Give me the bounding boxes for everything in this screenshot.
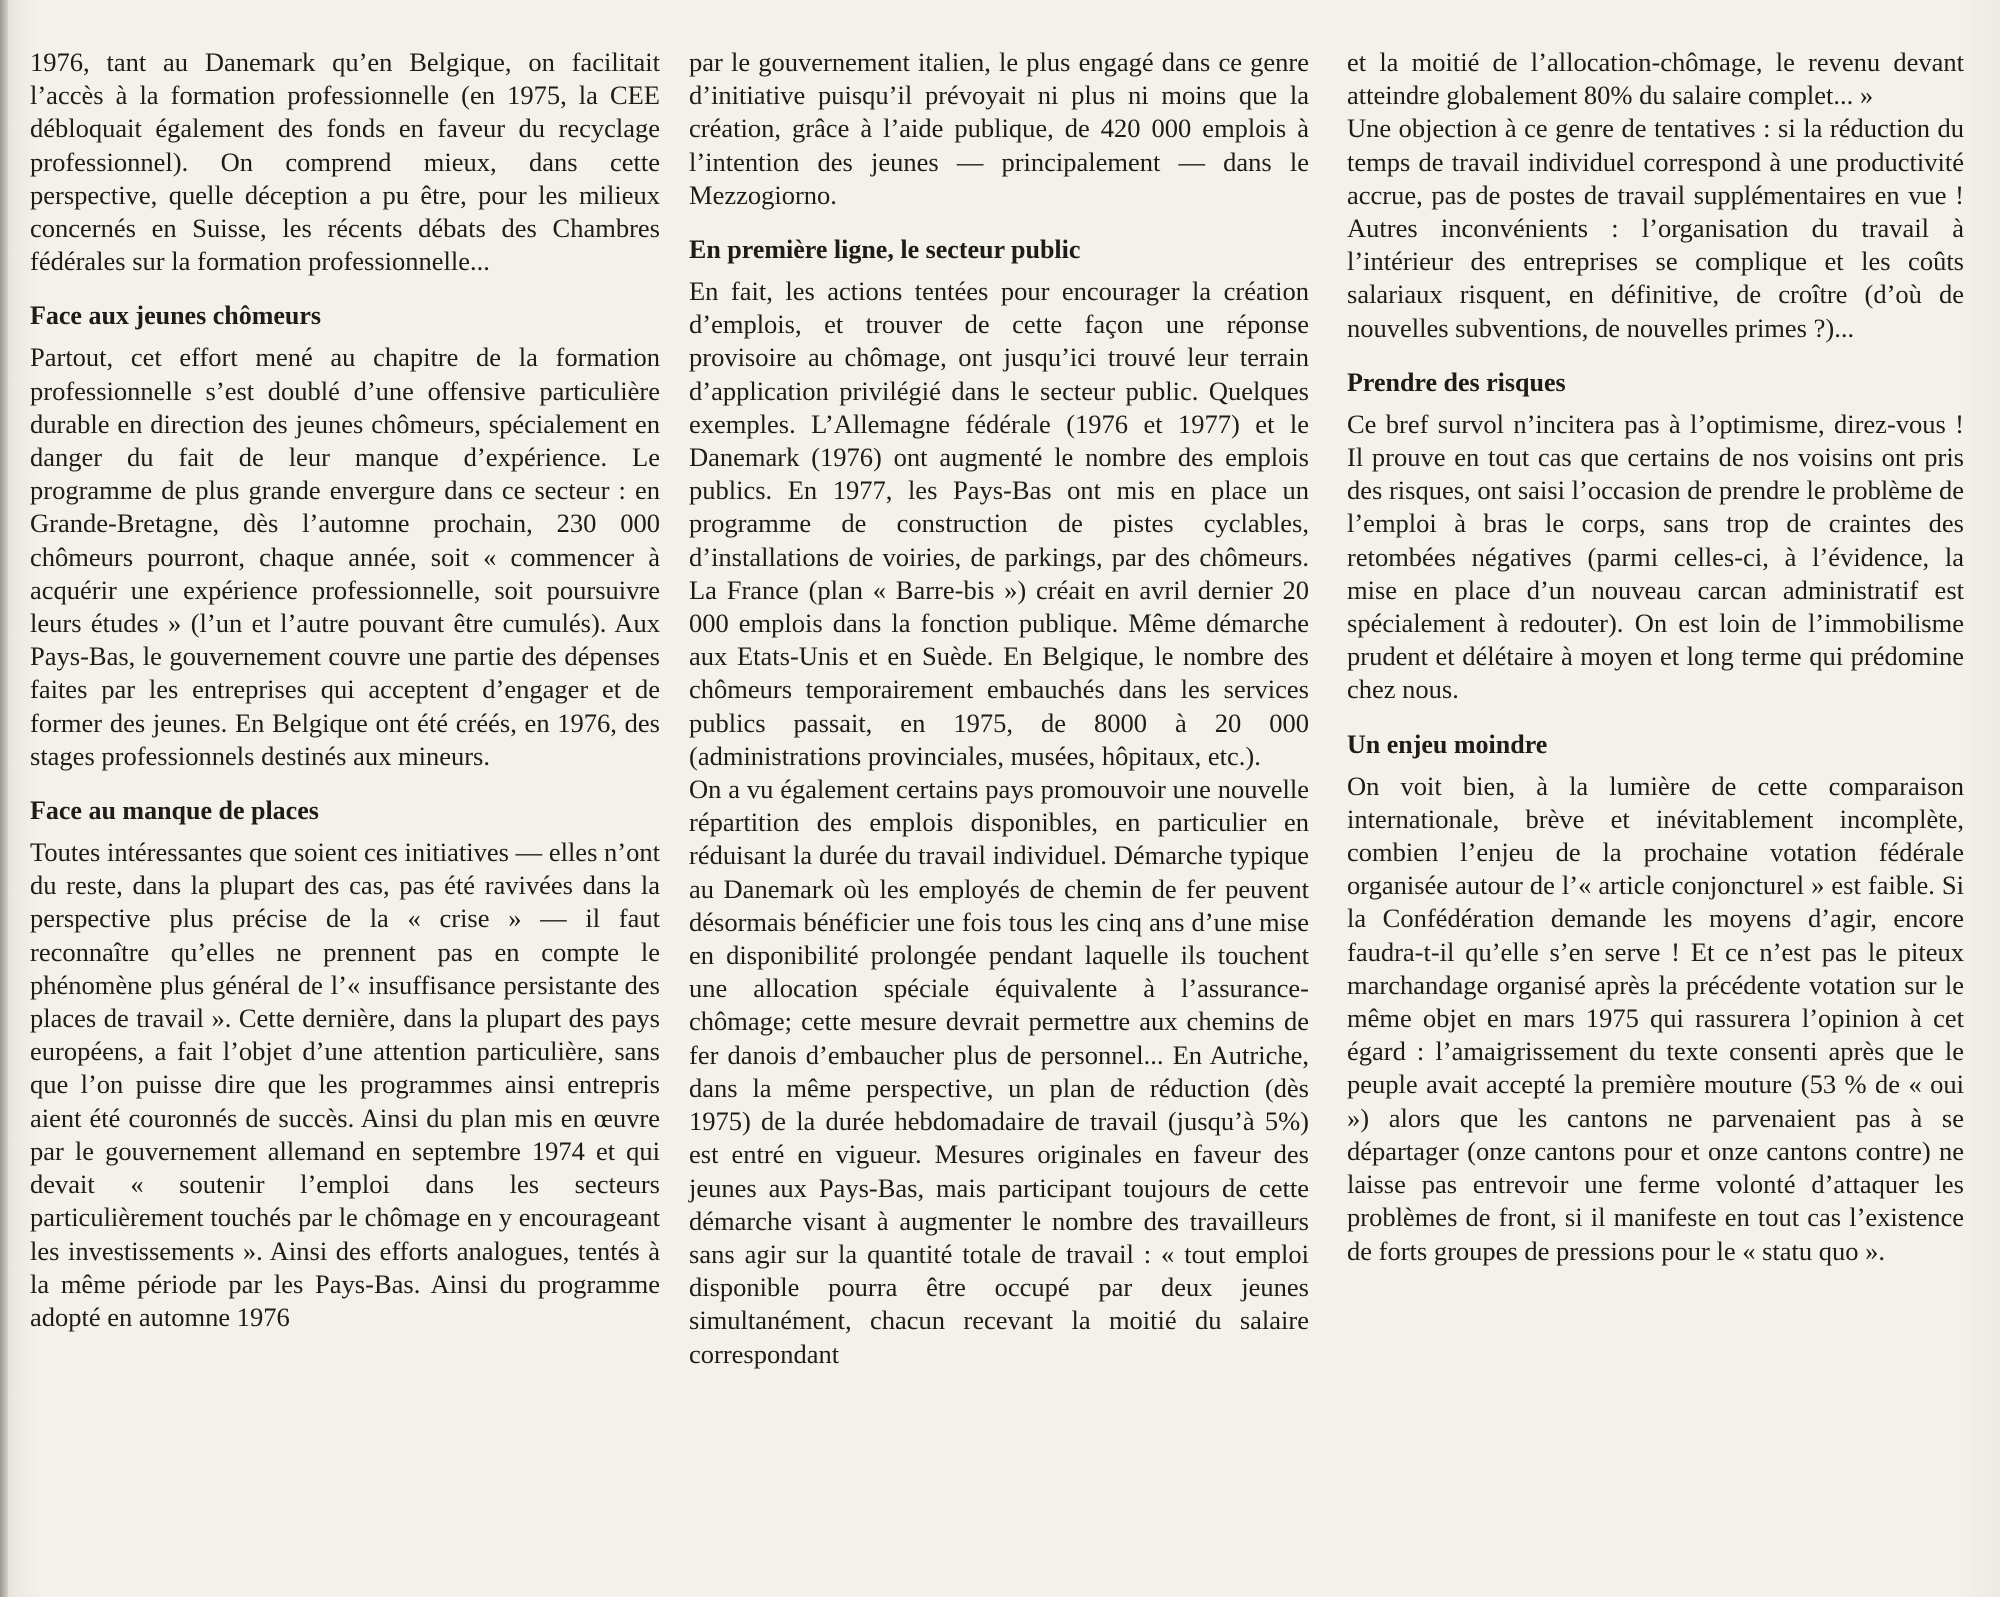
paragraph: par le gouvernement italien, le plus engagé dans ce genre d’initiative puisqu’il prévoyait ni plus ni moins que la création, grâce à l’aide publique, de 420 000 emplois à l’intention des jeunes — principalement — dans le Mezzogiorno. — [689, 47, 1309, 210]
page-binding-shadow — [0, 0, 8, 1597]
section-heading: Un enjeu moindre — [1347, 729, 1548, 759]
section-heading: Face aux jeunes chômeurs — [30, 301, 322, 331]
paragraph: Une objection à ce genre de tentatives : si la réduction du temps de travail individuel correspond à une productivité accrue, pas de postes de travail supplémentaires en vue ! Autres inconvénients : l’organisation du travail à l’intérieur des entreprises se complique et les coûts salariaux risquent, en définitive, de croître (d’où de nouvelles subventions, de nouvelles primes ?)... — [1347, 113, 1964, 343]
paragraph: 1976, tant au Danemark qu’en Belgique, on facilitait l’accès à la formation professionnelle (en 1975, la CEE débloquait également des fonds en faveur du recyclage professionnel). On comprend mieux, dans cette perspective, quelle déception a pu être, pour les milieux concernés en Suisse, les récents débats des Chambres fédérales sur la formation professionnelle... — [30, 47, 660, 277]
article-column-3 — [1347, 46, 1964, 1268]
article-column-1 — [30, 46, 660, 1334]
section-heading: Face au manque de places — [30, 796, 319, 826]
paragraph: Ce bref survol n’incitera pas à l’optimisme, direz-vous ! Il prouve en tout cas que certains de nos voisins ont pris des risques, ont saisi l’occasion de prendre le problème de l’emploi à bras le corps, sans trop de craintes des retombées négatives (parmi celles-ci, à l’évidence, la mise en place d’un nouveau carcan administratif est spécialement à redouter). On est loin de l’immobilisme prudent et délétaire à moyen et long terme qui prédomine chez nous. — [1347, 408, 1964, 705]
paragraph: On a vu également certains pays promouvoir une nouvelle répartition des emplois disponibles, en particulier en réduisant la durée du travail individuel. Démarche typique au Danemark où les employés de chemin de fer peuvent désormais bénéficier une fois tous les cinq ans d’une mise en disponibilité prolongée pendant laquelle ils touchent une allocation spéciale équivalente à l’assurance-chômage; cette mesure devrait permettre aux chemins de fer danois d’embaucher plus de personnel... En Autriche, dans la même perspective, un plan de réduction (dès 1975) de la durée hebdomadaire de travail (jusqu’à 5%) est entré en vigueur. Mesures originales en faveur des jeunes aux Pays-Bas, mais participant toujours de cette démarche visant à augmenter le nombre des travailleurs sans agir sur la quantité totale de travail : « tout emploi disponible pourra être occupé par deux jeunes simultanément, chacun recevant la moitié du salaire correspondant — [689, 774, 1309, 1369]
article-column-2 — [689, 46, 1309, 1371]
paragraph: et la moitié de l’allocation-chômage, le revenu devant atteindre globalement 80% du salaire complet... » — [1347, 47, 1964, 111]
section-heading: Prendre des risques — [1347, 367, 1566, 397]
paragraph: On voit bien, à la lumière de cette comparaison internationale, brève et inévitablement incomplète, combien l’enjeu de la prochaine votation fédérale organisée autour de l’« article conjoncturel » est faible. Si la Confédération demande les moyens d’agir, encore faudra-t-il qu’elle s’en serve ! Et ce n’est pas le piteux marchandage organisé après la précédente votation sur le même objet en mars 1975 qui rassurera l’opinion à cet égard : l’amaigrissement du texte consenti après que le peuple avait accepté la première mouture (53 % de « oui ») alors que les cantons ne parvenaient pas à se départager (onze cantons pour et onze cantons contre) ne laisse pas entrevoir une ferme volonté d’attaquer les problèmes de front, si il manifeste en tout cas l’existence de forts groupes de pressions pour le « statu quo ». — [1347, 770, 1964, 1266]
paragraph: En fait, les actions tentées pour encourager la création d’emplois, et trouver de cette façon une réponse provisoire au chômage, ont jusqu’ici trouvé leur terrain d’application privilégié dans le secteur public. Quelques exemples. L’Allemagne fédérale (1976 et 1977) et le Danemark (1976) ont augmenté le nombre des emplois publics. En 1977, les Pays-Bas ont mis en place un programme de construction de pistes cyclables, d’installations de voiries, de parkings, par des chômeurs. La France (plan « Barre-bis ») créait en avril dernier 20 000 emplois dans la fonction publique. Même démarche aux Etats-Unis et en Suède. En Belgique, le nombre des chômeurs temporairement embauchés dans les services publics passait, en 1975, de 8000 à 20 000 (administrations provinciales, musées, hôpitaux, etc.). — [689, 276, 1309, 771]
section-heading: En première ligne, le secteur public — [689, 235, 1081, 265]
paragraph: Toutes intéressantes que soient ces initiatives — elles n’ont du reste, dans la plupart des cas, pas été ravivées dans la perspective plus précise de la « crise » — il faut reconnaître qu’elles ne prennent pas en compte le phénomène plus général de l’« insuffisance persistante des places de travail ». Cette dernière, dans la plupart des pays européens, a fait l’objet d’une attention particulière, sans que l’on puisse dire que les programmes ainsi entrepris aient été couronnés de succès. Ainsi du plan mis en œuvre par le gouvernement allemand en septembre 1974 et qui devait « soutenir l’emploi dans les secteurs particulièrement touchés par le chômage en y encourageant les investissements ». Ainsi des efforts analogues, tentés à la même période par les Pays-Bas. Ainsi du programme adopté en automne 1976 — [30, 837, 660, 1332]
paragraph: Partout, cet effort mené au chapitre de la formation professionnelle s’est doublé d’une offensive particulière durable en direction des jeunes chômeurs, spécialement en danger du fait de leur manque d’expérience. Le programme de plus grande envergure dans ce secteur : en Grande-Bretagne, dès l’automne prochain, 230 000 chômeurs pourront, chaque année, soit « commencer à acquérir une expérience professionnelle, soit poursuivre leurs études » (l’un et l’autre pouvant être cumulés). Aux Pays-Bas, le gouvernement couvre une partie des dépenses faites par les entreprises qui acceptent d’engager et de former des jeunes. En Belgique ont été créés, en 1976, des stages professionnels destinés aux mineurs. — [30, 342, 660, 771]
